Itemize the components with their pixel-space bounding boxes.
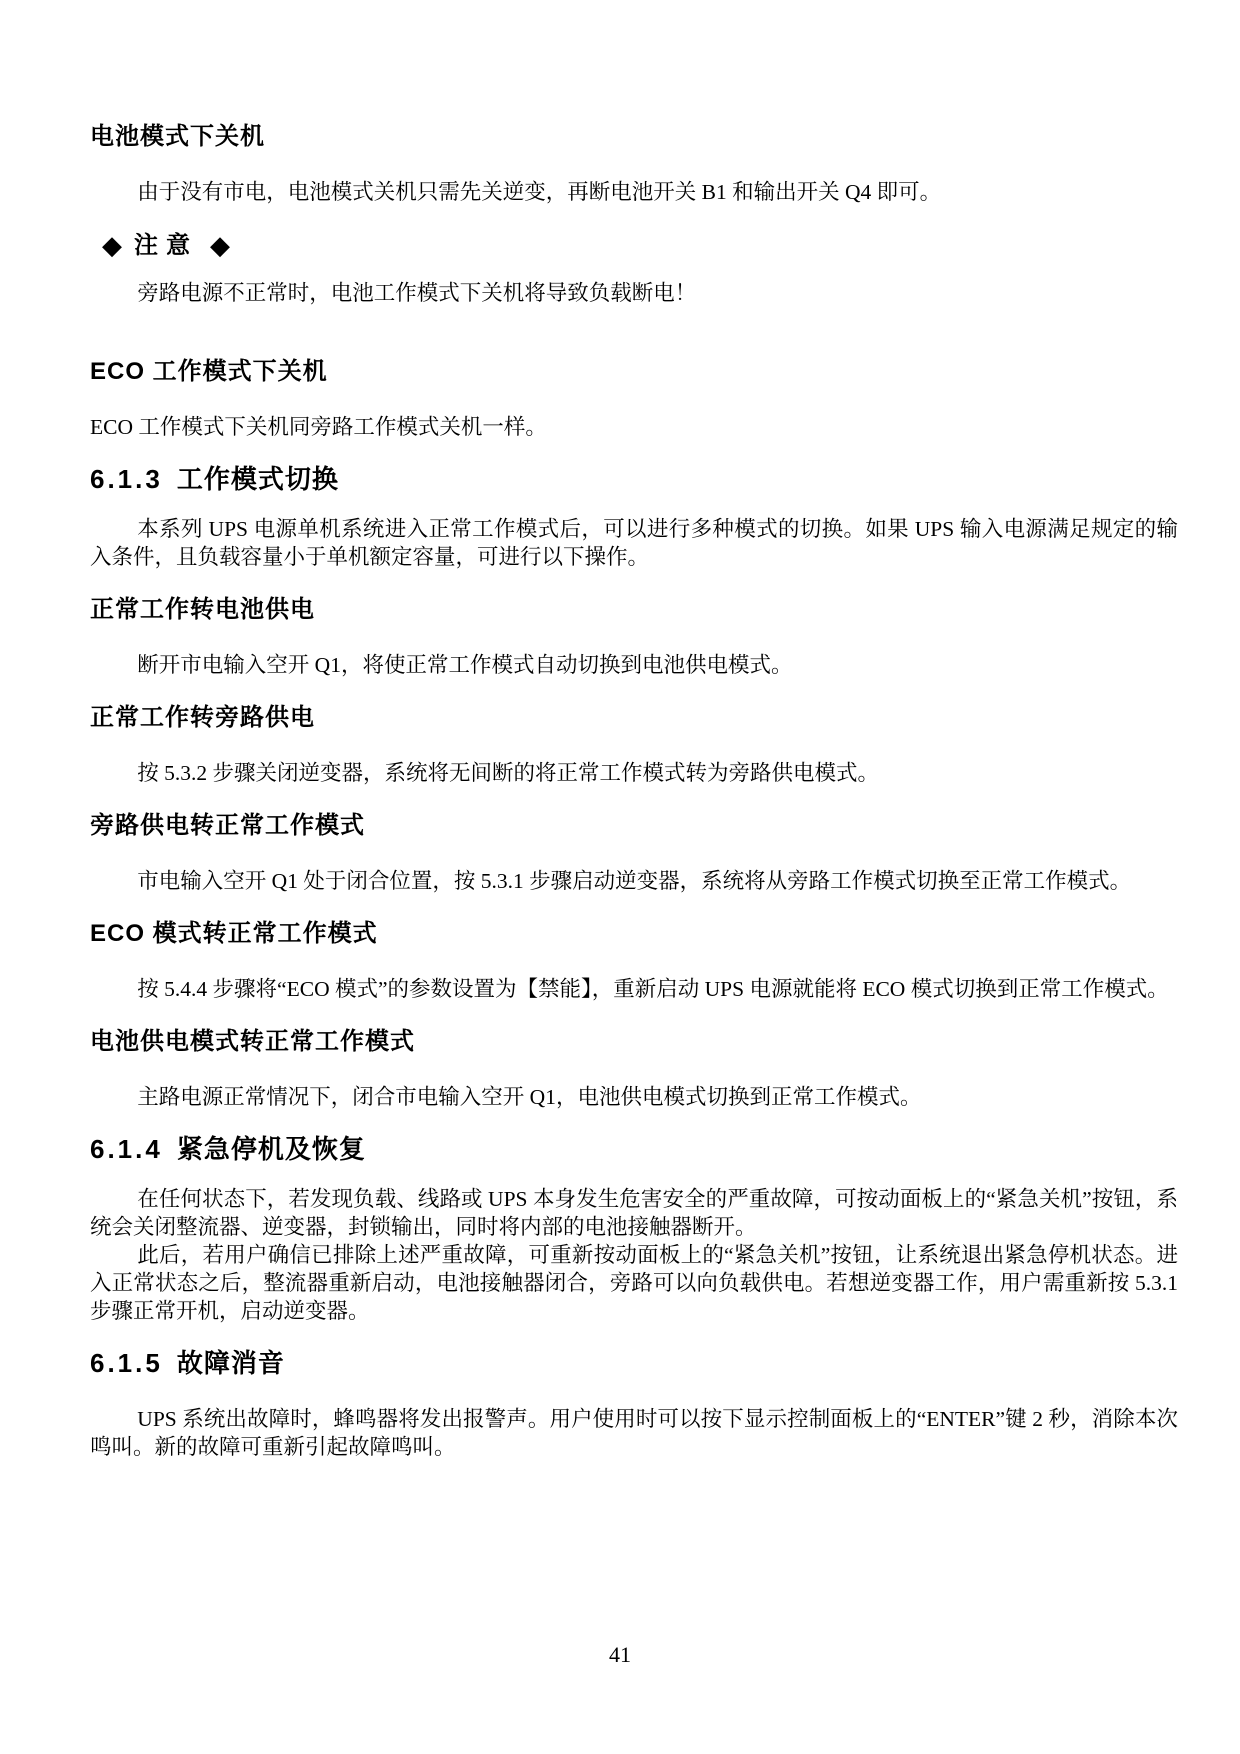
paragraph: 由于没有市电，电池模式关机只需先关逆变，再断电池开关 B1 和输出开关 Q4 即可。	[137, 180, 942, 204]
subsection-heading-bypass-to-normal: 旁路供电转正常工作模式	[90, 812, 365, 839]
subsection-heading-eco-shutdown: ECO 工作模式下关机	[90, 358, 328, 385]
subsection-heading-eco-to-normal: ECO 模式转正常工作模式	[90, 920, 378, 947]
paragraph: 主路电源正常情况下，闭合市电输入空开 Q1，电池供电模式切换到正常工作模式。	[137, 1085, 922, 1109]
section-number: 6.1.3	[90, 464, 163, 494]
page-number: 41	[609, 1642, 631, 1667]
paragraph: 按 5.3.2 步骤关闭逆变器，系统将无间断的将正常工作模式转为旁路供电模式。	[137, 761, 880, 785]
diamond-icon: ◆	[210, 230, 230, 260]
subsection-heading-battery-to-normal: 电池供电模式转正常工作模式	[90, 1028, 415, 1055]
section-number: 6.1.4	[90, 1134, 163, 1164]
paragraph: 本系列 UPS 电源单机系统进入正常工作模式后，可以进行多种模式的切换。如果 UPS 输入电源满足规定的输入条件，且负载容量小于单机额定容量，可进行以下操作。	[90, 517, 1178, 569]
paragraph: 在任何状态下，若发现负载、线路或 UPS 本身发生危害安全的严重故障，可按动面板上的“紧急关机”按钮，系统会关闭整流器、逆变器，封锁输出，同时将内部的电池接触器断开。	[90, 1187, 1178, 1239]
notice-line	[102, 232, 1178, 259]
section-title: 紧急停机及恢复	[176, 1134, 366, 1164]
paragraph: 旁路电源不正常时，电池工作模式下关机将导致负载断电！	[137, 281, 697, 305]
diamond-icon: ◆	[102, 230, 122, 260]
subsection-heading-battery-shutdown: 电池模式下关机	[90, 123, 265, 150]
paragraph: 断开市电输入空开 Q1，将使正常工作模式自动切换到电池供电模式。	[137, 653, 793, 677]
paragraph: ECO 工作模式下关机同旁路工作模式关机一样。	[90, 415, 547, 439]
section-title: 工作模式切换	[176, 464, 339, 494]
subsection-heading-normal-to-battery: 正常工作转电池供电	[90, 596, 315, 623]
notice-label: 注意	[134, 232, 198, 259]
section-title: 故障消音	[176, 1348, 285, 1378]
paragraph: UPS 系统出故障时，蜂鸣器将发出报警声。用户使用时可以按下显示控制面板上的“ENTER”键 2 秒，消除本次鸣叫。新的故障可重新引起故障鸣叫。	[90, 1407, 1178, 1459]
paragraph: 按 5.4.4 步骤将“ECO 模式”的参数设置为【禁能】，重新启动 UPS 电源就能将 ECO 模式切换到正常工作模式。	[137, 977, 1169, 1001]
section-heading-6-1-5	[90, 1347, 1178, 1379]
paragraph: 市电输入空开 Q1 处于闭合位置，按 5.3.1 步骤启动逆变器，系统将从旁路工作模式切换至正常工作模式。	[137, 869, 1132, 893]
section-number: 6.1.5	[90, 1348, 163, 1378]
paragraph: 此后，若用户确信已排除上述严重故障，可重新按动面板上的“紧急关机”按钮，让系统退出紧急停机状态。进入正常状态之后，整流器重新启动，电池接触器闭合，旁路可以向负载供电。若想逆变器工作，用户需重新按 5.3.1 步骤正常开机，启动逆变器。	[90, 1243, 1178, 1323]
section-heading-6-1-4	[90, 1133, 1178, 1165]
subsection-heading-normal-to-bypass: 正常工作转旁路供电	[90, 704, 315, 731]
section-heading-6-1-3	[90, 463, 1178, 495]
